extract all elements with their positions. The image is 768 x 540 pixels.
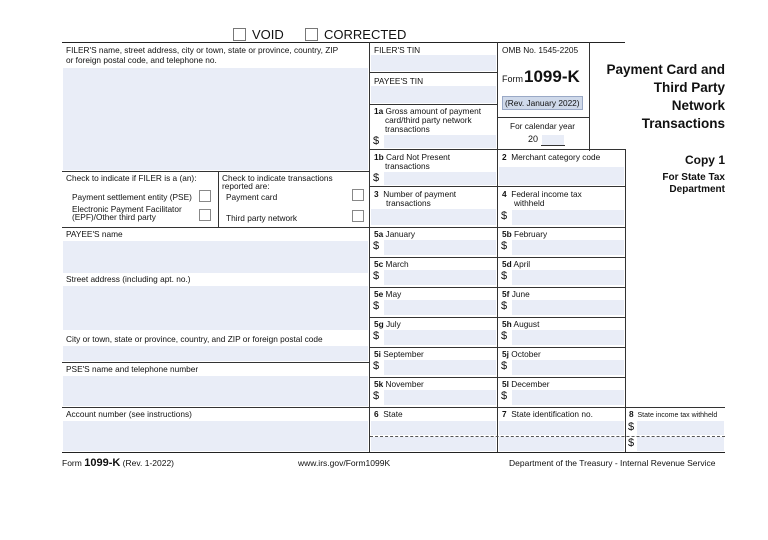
line	[62, 362, 369, 363]
form-word: Form	[502, 74, 523, 84]
box6-text: State	[383, 409, 403, 419]
account-label: Account number (see instructions)	[66, 409, 192, 419]
revision-date: (Rev. January 2022)	[502, 96, 583, 110]
epf-option-label-1: Electronic Payment Facilitator	[72, 204, 182, 214]
epf-checkbox[interactable]	[199, 209, 211, 221]
box5b-dollar: $	[501, 240, 508, 252]
box4-field[interactable]	[512, 210, 624, 225]
third-party-network-checkbox[interactable]	[352, 210, 364, 222]
box5j-dollar: $	[501, 360, 508, 372]
copy-line-2: Department	[669, 184, 725, 195]
title-line-4: Transactions	[641, 116, 725, 131]
void-label: VOID	[252, 27, 284, 42]
month-num: 5e	[374, 289, 384, 299]
city-label: City or town, state or province, country, and ZIP or foreign postal code	[66, 334, 323, 344]
box6-field-1[interactable]	[371, 421, 496, 435]
box4-line-1: Federal income tax	[511, 189, 582, 199]
payee-name-field[interactable]	[63, 241, 368, 273]
box5i-field[interactable]	[384, 360, 496, 375]
third-party-network-label: Third party network	[226, 213, 298, 223]
divider-checks	[218, 171, 219, 227]
box5d-label	[502, 260, 530, 269]
line	[541, 145, 565, 146]
epf-option-label-2: (EPF)/Other third party	[72, 212, 156, 222]
month-name: June	[511, 289, 530, 299]
box5l-field[interactable]	[512, 390, 624, 405]
box1a-field[interactable]	[384, 135, 496, 148]
month-row-line	[370, 377, 625, 378]
box2-num: 2	[502, 152, 507, 162]
month-name: November	[385, 379, 424, 389]
footer-form-word: Form	[62, 458, 82, 468]
box1b-line-1: Card Not Present	[386, 152, 451, 162]
corrected-label: CORRECTED	[324, 27, 407, 42]
footer-form-number: 1099-K	[84, 457, 121, 469]
box5g-label	[374, 320, 401, 329]
payment-card-label: Payment card	[226, 192, 278, 202]
filer-tin-label: FILER'S TIN	[374, 45, 421, 55]
copy-line-1: For State Tax	[662, 172, 725, 183]
box5c-label	[374, 260, 409, 269]
box6-field-2[interactable]	[371, 437, 496, 451]
box6-num: 6	[374, 409, 379, 419]
month-num: 5j	[502, 349, 509, 359]
box4-dollar: $	[501, 210, 508, 222]
box3-line-1: Number of payment	[383, 189, 457, 199]
month-row-line	[370, 347, 625, 348]
line	[497, 117, 589, 118]
title-line-1: Payment Card and	[606, 62, 725, 77]
line	[370, 72, 497, 73]
form-title	[595, 61, 725, 133]
box3-num: 3	[374, 189, 379, 199]
box5i-label	[374, 350, 424, 359]
city-field[interactable]	[63, 346, 368, 361]
month-num: 5g	[374, 319, 384, 329]
line	[370, 149, 625, 150]
box7-num: 7	[502, 409, 507, 419]
box5h-field[interactable]	[512, 330, 624, 345]
box1b-line-2: transactions	[385, 161, 430, 171]
box5f-field[interactable]	[512, 300, 624, 315]
box5g-field[interactable]	[384, 330, 496, 345]
box5a-dollar: $	[373, 240, 380, 252]
box8-dollar-2: $	[628, 437, 635, 449]
month-name: July	[386, 319, 401, 329]
filer-label-2: or foreign postal code, and telephone no.	[66, 55, 217, 65]
box5g-dollar: $	[373, 330, 380, 342]
month-name: March	[385, 259, 409, 269]
pse-option-label: Payment settlement entity (PSE)	[72, 192, 192, 202]
month-name: December	[511, 379, 550, 389]
street-label: Street address (including apt. no.)	[66, 274, 191, 284]
divider-middle	[497, 42, 498, 452]
form-top-border	[62, 42, 625, 43]
box5l-dollar: $	[501, 390, 508, 402]
box1a-num: 1a	[374, 106, 384, 116]
payment-card-checkbox[interactable]	[352, 189, 364, 201]
month-name: April	[513, 259, 531, 269]
box5i-dollar: $	[373, 360, 380, 372]
month-num: 5b	[502, 229, 512, 239]
box6-label	[374, 410, 403, 419]
month-row-line	[370, 287, 625, 288]
box7-field-1[interactable]	[499, 421, 624, 435]
title-line-2: Third Party	[653, 80, 725, 95]
box2-label	[502, 153, 600, 162]
box5f-dollar: $	[501, 300, 508, 312]
month-num: 5k	[374, 379, 384, 389]
month-num: 5f	[502, 289, 510, 299]
box8-num: 8	[629, 409, 634, 419]
filer-tin-field[interactable]	[371, 55, 496, 71]
state-dashed-line	[370, 436, 725, 437]
box3-field[interactable]	[371, 209, 496, 225]
month-num: 5c	[374, 259, 384, 269]
month-name: October	[511, 349, 541, 359]
divider-omb	[589, 42, 590, 151]
year-prefix: 20	[528, 134, 539, 144]
box1a-line-3: transactions	[385, 124, 430, 134]
omb-number: OMB No. 1545-2205	[502, 45, 579, 55]
year-field[interactable]	[542, 135, 564, 145]
box1b-field[interactable]	[384, 172, 496, 185]
box5f-label	[502, 290, 530, 299]
line	[370, 104, 497, 105]
box5h-dollar: $	[501, 330, 508, 342]
box5a-field[interactable]	[384, 240, 496, 255]
trans-check-title-1: Check to indicate transactions	[222, 173, 333, 183]
box5k-field[interactable]	[384, 390, 496, 405]
box5j-label	[502, 350, 541, 359]
box7-label	[502, 410, 593, 419]
box5b-label	[502, 230, 547, 239]
box5e-field[interactable]	[384, 300, 496, 315]
line	[370, 186, 625, 187]
line	[62, 171, 369, 172]
box8-field-1[interactable]	[637, 421, 724, 435]
void-checkbox[interactable]	[233, 28, 246, 41]
box8-text: State income tax withheld	[637, 412, 718, 419]
box5h-label	[502, 320, 539, 329]
box4-num: 4	[502, 189, 507, 199]
pse-checkbox[interactable]	[199, 190, 211, 202]
payee-tin-field[interactable]	[371, 86, 496, 103]
payee-tin-label: PAYEE'S TIN	[374, 76, 424, 86]
box1a-line-1: Gross amount of payment	[385, 106, 482, 116]
line	[62, 227, 625, 228]
form-bottom-border	[62, 452, 725, 453]
box7-text: State identification no.	[511, 409, 593, 419]
box1b-dollar: $	[373, 172, 380, 184]
month-name: September	[383, 349, 424, 359]
form-number: 1099-K	[524, 67, 580, 86]
filer-name-field[interactable]	[63, 68, 368, 170]
box2-line-1: Merchant category code	[511, 152, 601, 162]
month-name: August	[513, 319, 540, 329]
line	[62, 407, 725, 408]
box8-field-2[interactable]	[637, 437, 724, 451]
month-num: 5h	[502, 319, 512, 329]
box5d-field[interactable]	[512, 270, 624, 285]
pse-name-field[interactable]	[63, 376, 368, 406]
box1b-num: 1b	[374, 152, 384, 162]
footer-form	[62, 457, 174, 469]
payee-name-label: PAYEE'S name	[66, 229, 123, 239]
box5c-field[interactable]	[384, 270, 496, 285]
box8-label	[629, 410, 717, 420]
month-num: 5i	[374, 349, 381, 359]
month-name: February	[514, 229, 548, 239]
box5b-field[interactable]	[512, 240, 624, 255]
street-field[interactable]	[63, 286, 368, 330]
box8-dollar-1: $	[628, 421, 635, 433]
copy-subtitle	[630, 172, 725, 196]
box5k-label	[374, 380, 424, 389]
box5l-label	[502, 380, 550, 389]
account-field[interactable]	[63, 421, 368, 451]
trans-check-title-2: reported are:	[222, 181, 270, 191]
month-row-line	[370, 317, 625, 318]
box7-field-2[interactable]	[499, 437, 624, 451]
box5c-dollar: $	[373, 270, 380, 282]
box1a-line-2: card/third party network	[385, 115, 472, 125]
pse-name-label: PSE'S name and telephone number	[66, 364, 199, 374]
box5k-dollar: $	[373, 390, 380, 402]
box5e-label	[374, 290, 401, 299]
box4-line-2: withheld	[514, 198, 545, 208]
box3-line-2: transactions	[386, 198, 431, 208]
month-num: 5a	[374, 229, 384, 239]
title-line-3: Network	[671, 98, 725, 113]
month-name: May	[385, 289, 402, 299]
month-num: 5l	[502, 379, 509, 389]
calendar-year-label: For calendar year	[510, 121, 576, 131]
month-name: January	[385, 229, 416, 239]
box5j-field[interactable]	[512, 360, 624, 375]
footer-department: Department of the Treasury - Internal Revenue Service	[509, 458, 716, 468]
box2-field[interactable]	[499, 167, 624, 185]
box5d-dollar: $	[501, 270, 508, 282]
box5e-dollar: $	[373, 300, 380, 312]
box1a-dollar: $	[373, 135, 380, 147]
month-row-line	[370, 257, 625, 258]
month-num: 5d	[502, 259, 512, 269]
filer-check-title: Check to indicate if FILER is a (an):	[66, 173, 197, 183]
copy-title: Copy 1	[684, 153, 725, 167]
corrected-checkbox[interactable]	[305, 28, 318, 41]
footer-url: www.irs.gov/Form1099K	[298, 458, 391, 468]
footer-rev: (Rev. 1-2022)	[122, 458, 175, 468]
box5a-label	[374, 230, 415, 239]
filer-label-1: FILER'S name, street address, city or town, state or province, country, ZIP	[66, 45, 339, 55]
